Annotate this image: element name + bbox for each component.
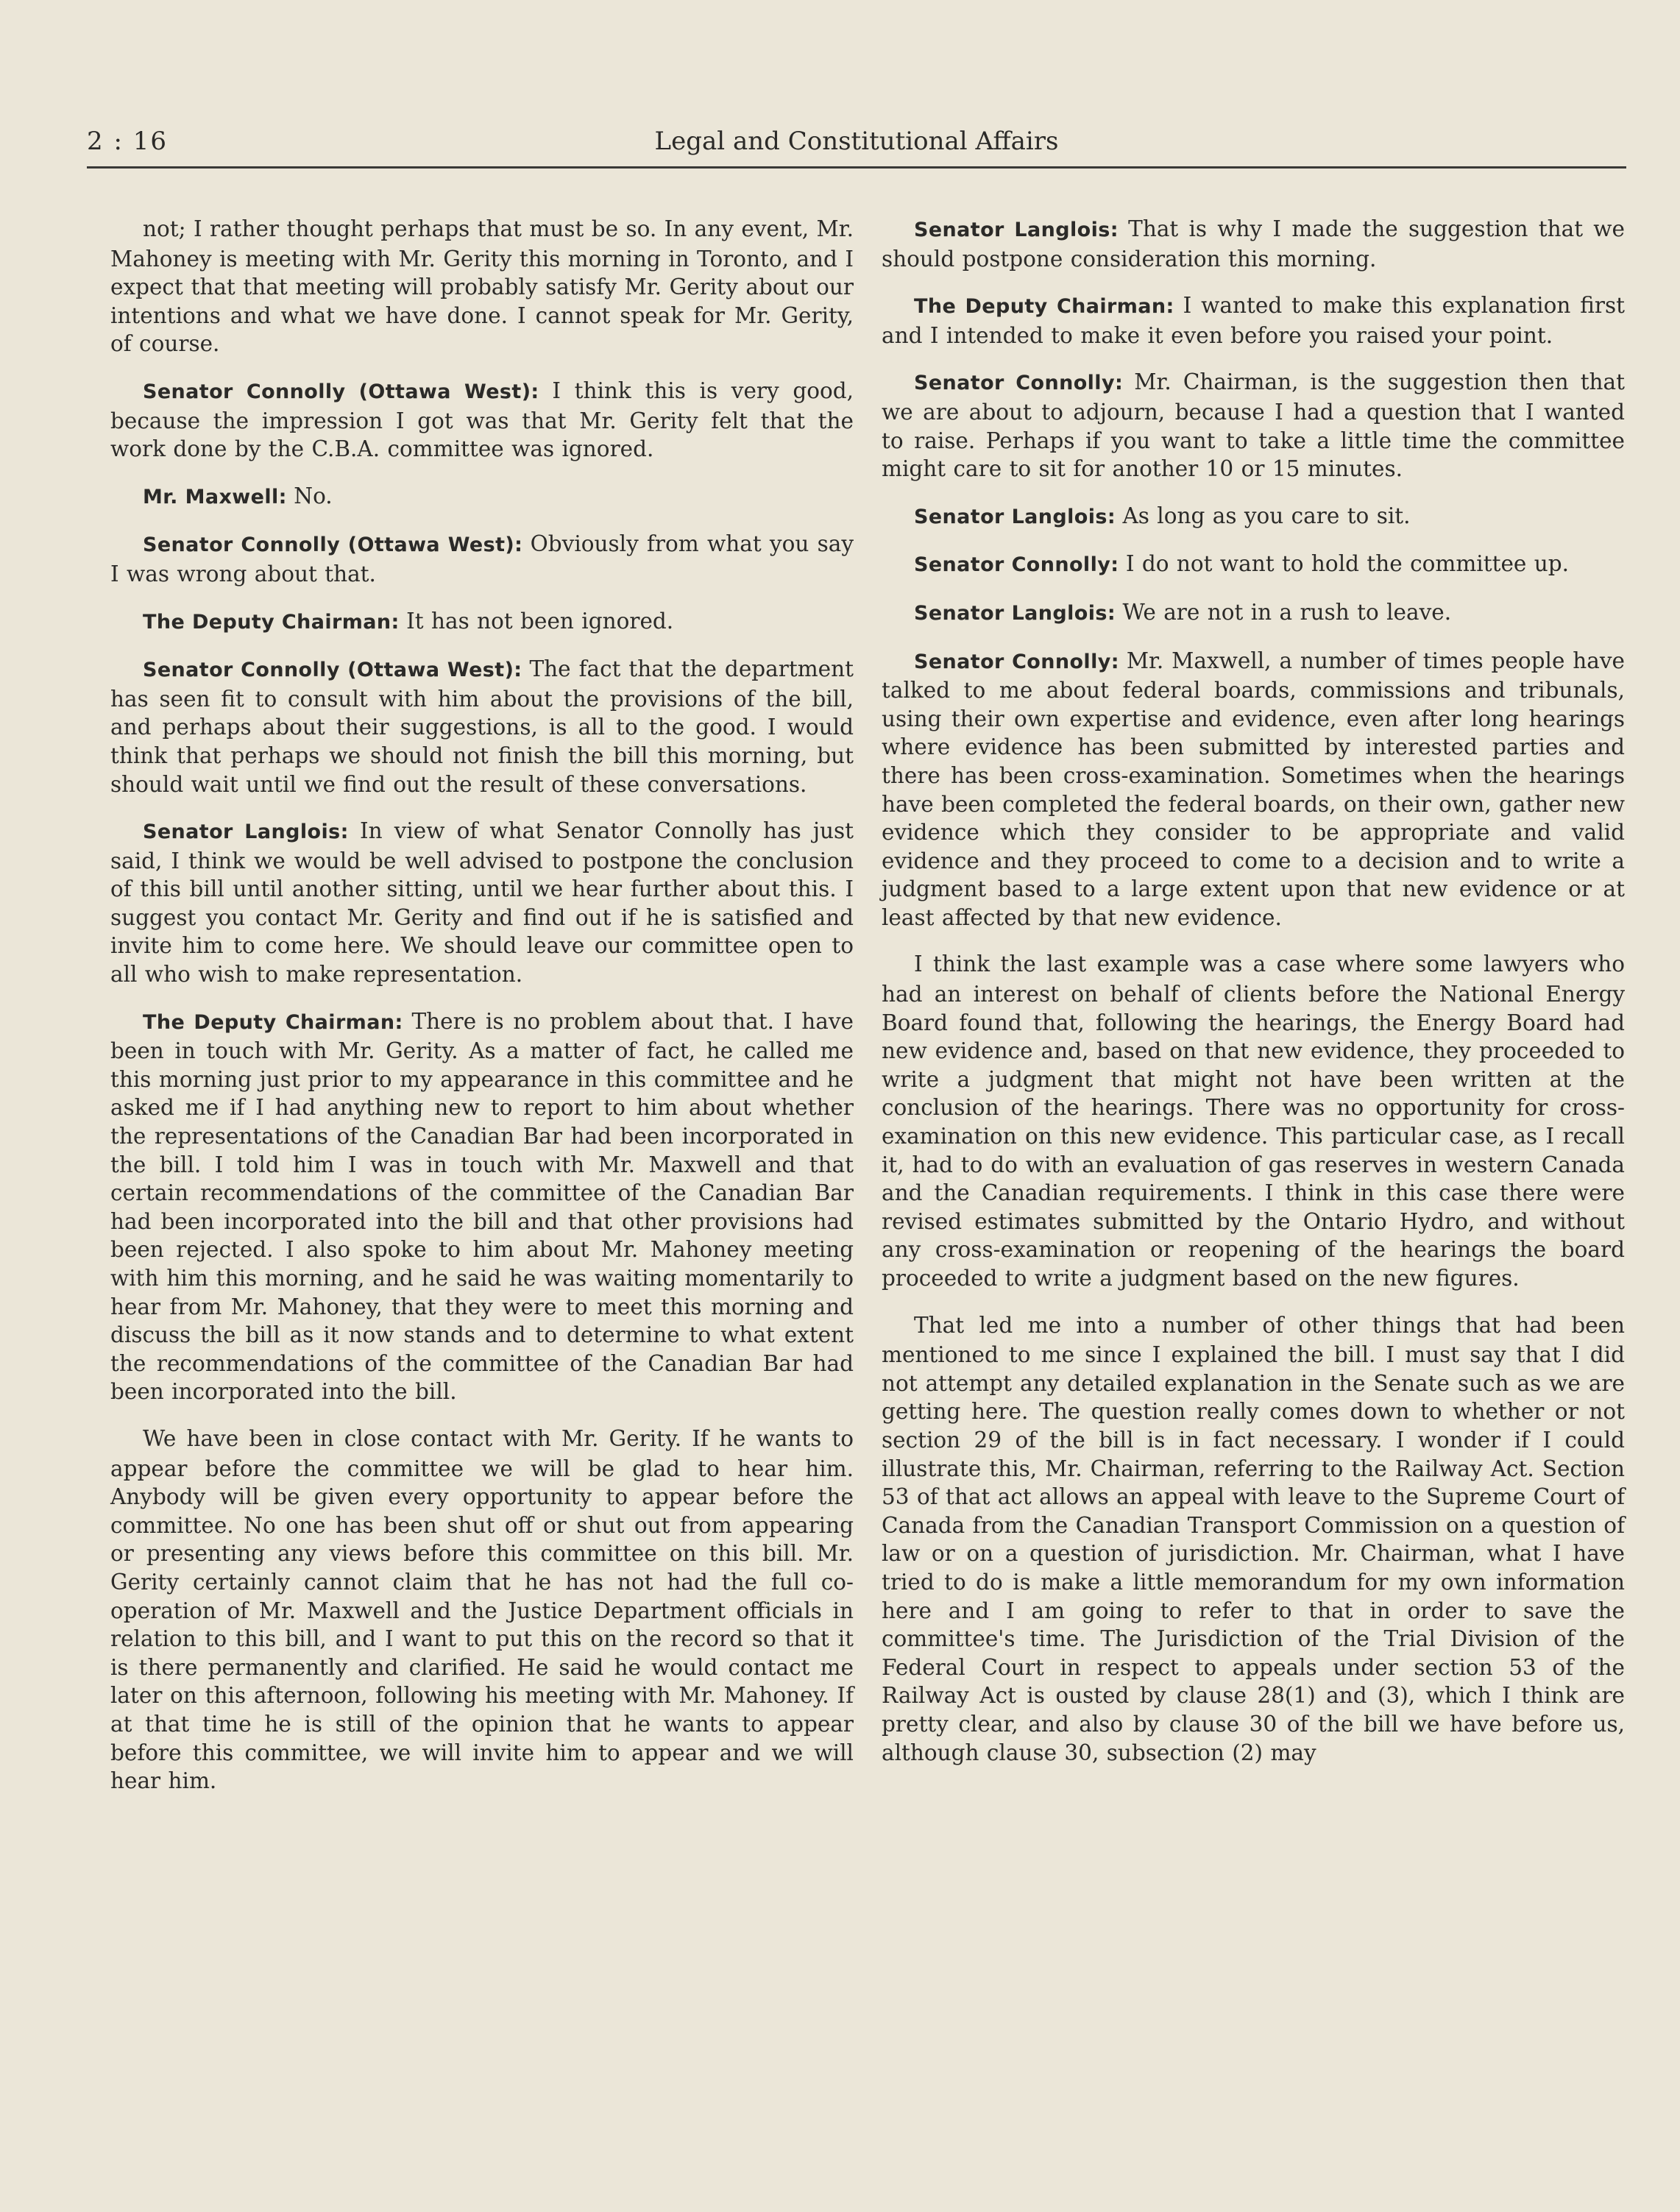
- speaker-name: Senator Connolly (Ottawa West):: [143, 533, 523, 557]
- paragraph: [882, 598, 1625, 628]
- speaker-name: The Deputy Chairman:: [143, 1010, 403, 1034]
- paragraph-text: As long as you care to sit.: [1122, 503, 1411, 528]
- speaker-name: Senator Connolly:: [914, 650, 1119, 673]
- paragraph: [110, 377, 854, 464]
- paragraph: [110, 607, 854, 637]
- page-header: [87, 125, 1626, 169]
- paragraph-text: The fact that the department has seen fit to consult with him about the provisions of the bill, and perhaps about their suggestions, is all to the good. I would think that perhaps we should not finish the bill this morning, but should wait until we find out the result of these conversations.: [110, 656, 854, 797]
- paragraph: [882, 502, 1625, 532]
- speaker-name: The Deputy Chairman:: [143, 610, 400, 634]
- left-column: [110, 215, 854, 1814]
- speaker-name: Senator Langlois:: [914, 219, 1119, 241]
- paragraph-text: I think this is very good, because the impression I got was that Mr. Gerity felt that the work done by the C.B.A. committee was ignored.: [110, 377, 854, 462]
- speaker-name: Senator Langlois:: [914, 505, 1116, 528]
- paragraph-text: Mr. Chairman, is the suggestion then that we are about to adjourn, because I had a question that I wanted to raise. Perhaps if you want to take a little time the committee might care to sit for another 10 or 15 minutes.: [882, 369, 1626, 482]
- paragraph-text: I do not want to hold the committee up.: [1125, 551, 1570, 577]
- paragraph-text: I think the last example was a case where some lawyers who had an interest on behalf of clients before the National Energy Board found that, following the hearings, the Energy Board had new evidence and, based on that new evidence, they proceeded to write a judgment that might not have been written at the conclusion of the hearings. There was no opportunity for cross-examination on this new evidence. This particular case, as I recall it, had to do with an evaluation of gas reserves in western Canada and the Canadian requirements. I think in this case there were revised estimates submitted by the Ontario Hydro, and without any cross-examination or reopening of the hearings the board proceeded to write a judgment based on the new figures.: [882, 951, 1625, 1291]
- paragraph-text: There is no problem about that. I have been in touch with Mr. Gerity. As a matter of fact, he called me this morning just prior to my appearance in this committee and he asked me if I had anything new to report to him about whether the representations of the Canadian Bar had been incorporated in the bill. I told him I was in touch with Mr. Maxwell and that certain recommendations of the committee of the Canadian Bar had been incorporated into the bill and that other provisions had been rejected. I also spoke to him about Mr. Mahoney meeting with him this morning, and he said he was waiting momentarily to hear from Mr. Mahoney, that they were to meet this morning and discuss the bill as it now stands and to determine to what extent the recommendations of the committee of the Canadian Bar had been incorporated into the bill.: [110, 1008, 854, 1405]
- paragraph: [882, 215, 1625, 273]
- paragraph-text: It has not been ignored.: [406, 608, 674, 634]
- paragraph-text: not; I rather thought perhaps that must be so. In any event, Mr. Mahoney is meeting with Mr. Gerity this morning in Toronto, and I expect that that meeting will probably satisfy Mr. Gerity about our intentions and what we have done. I cannot speak for Mr. Gerity, of course.: [110, 216, 854, 357]
- paragraph: [110, 530, 854, 588]
- page-number: 2 : 16: [87, 127, 168, 156]
- paragraph: [882, 647, 1625, 932]
- paragraph-text: Mr. Maxwell, a number of times people have talked to me about federal boards, commissions and tribunals, using their own expertise and evidence, even after long hearings where evidence has been submitted by interested parties and there has been cross-examination. Sometimes when the hearings have been completed the federal boards, on their own, gather new evidence which they consider to be appropriate and valid evidence and they proceed to come to a decision and to write a judgment based to a large extent upon that new evidence or at least affected by that new evidence.: [882, 648, 1625, 930]
- paragraph: [882, 291, 1625, 350]
- paragraph: [110, 215, 854, 358]
- speaker-name: Senator Connolly:: [914, 372, 1124, 395]
- speaker-name: Senator Langlois:: [914, 601, 1116, 625]
- paragraph: [110, 817, 854, 989]
- speaker-name: Mr. Maxwell:: [143, 485, 287, 508]
- paragraph-text: We are not in a rush to leave.: [1122, 599, 1452, 625]
- paragraph: [110, 482, 854, 512]
- paragraph-text: We have been in close contact with Mr. Gerity. If he wants to appear before the committee we will be glad to hear him. Anybody will be given every opportunity to appear before the committee. No one has been shut off or shut out from appearing or presenting any views before this committee on this bill. Mr. Gerity certainly cannot claim that he has not had the full co-operation of Mr. Maxwell and the Justice Department officials in relation to this bill, and I want to put this on the record so that it is there permanently and clarified. He said he would contact me later on this afternoon, following his meeting with Mr. Mahoney. If at that time he is still of the opinion that he wants to appear before this committee, we will invite him to appear and we will hear him.: [110, 1425, 854, 1794]
- paragraph-text: I wanted to make this explanation first and I intended to make it even before you raised your point.: [882, 293, 1625, 348]
- speaker-name: Senator Connolly (Ottawa West):: [143, 380, 539, 403]
- speaker-name: Senator Connolly:: [914, 553, 1119, 577]
- paragraph-text: Obviously from what you say I was wrong about that.: [110, 531, 854, 586]
- paragraph: [882, 950, 1625, 1292]
- paragraph: [882, 1311, 1625, 1768]
- paragraph: [882, 550, 1625, 580]
- paragraph: [110, 655, 854, 798]
- speaker-name: The Deputy Chairman:: [914, 295, 1174, 319]
- paragraph: [110, 1425, 854, 1796]
- speaker-name: Senator Langlois:: [143, 820, 349, 844]
- running-title: Legal and Constitutional Affairs: [654, 127, 1059, 156]
- paragraph: [882, 368, 1625, 483]
- paragraph-text: That is why I made the suggestion that we should postpone consideration this morning.: [882, 216, 1625, 272]
- paragraph-text: That led me into a number of other things that had been mentioned to me since I explained the bill. I must say that I did not attempt any detailed explanation in the Senate such as we are getting here. The question really comes down to whether or not section 29 of the bill is in fact necessary. I wonder if I could illustrate this, Mr. Chairman, referring to the Railway Act. Section 53 of that act allows an appeal with leave to the Supreme Court of Canada from the Canadian Transport Commission on a question of law or on a question of jurisdiction. Mr. Chairman, what I have tried to do is make a little memorandum for my own information here and I am going to refer to that in order to save the committee's time. The Jurisdiction of the Trial Division of the Federal Court in respect to appeals under section 53 of the Railway Act is ousted by clause 28(1) and (3), which I think are pretty clear, and also by clause 30 of the bill we have before us, although clause 30, subsection (2) may: [882, 1312, 1625, 1765]
- right-column: [882, 215, 1625, 1785]
- speaker-name: Senator Connolly (Ottawa West):: [143, 659, 522, 682]
- paragraph-text: No.: [294, 483, 333, 508]
- paragraph: [110, 1007, 854, 1406]
- paragraph-text: In view of what Senator Connolly has just said, I think we would be well advised to postpone the conclusion of this bill until another sitting, until we hear further about this. I suggest you contact Mr. Gerity and find out if he is satisfied and invite him to come here. We should leave our committee open to all who wish to make representation.: [110, 818, 854, 988]
